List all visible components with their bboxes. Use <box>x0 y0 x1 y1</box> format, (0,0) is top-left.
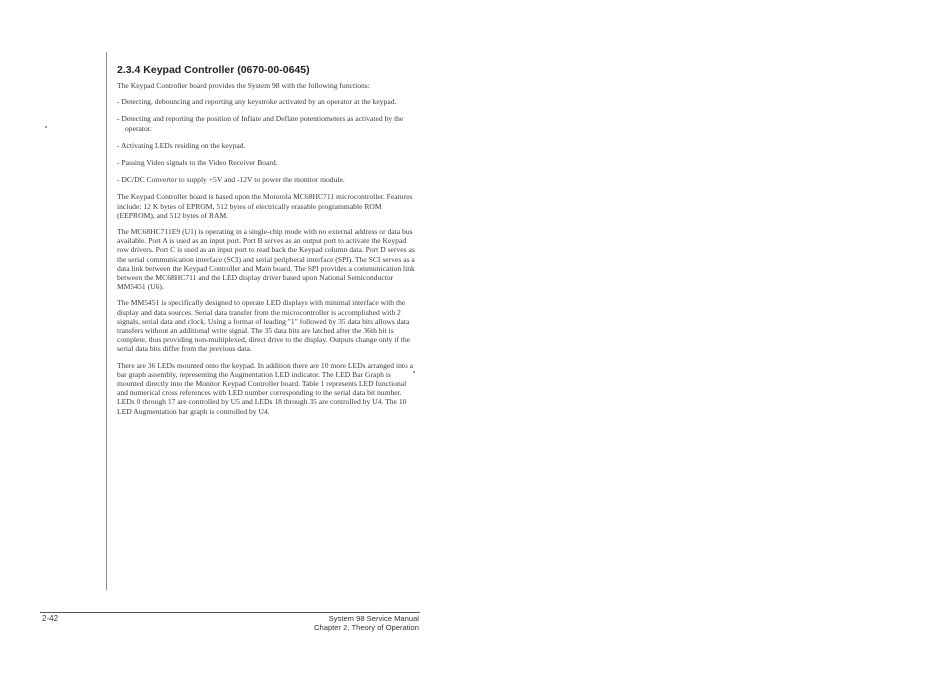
section-content <box>117 64 419 423</box>
chapter-title: Chapter 2, Theory of Operation <box>314 623 419 633</box>
footer-divider <box>40 612 420 613</box>
scan-speck <box>45 126 47 128</box>
page-number: 2-42 <box>42 614 59 623</box>
paragraph-mm5451: The MM5451 is specifically designed to operate LED displays with minimal interface with the display and data sources. Serial data transfer from the microcontroller is accomplished with 2 signals, serial data and clock. Using a format of leading "1" followed by 35 data bits allows data transfers without an additional write signal. The 35 data bits are latched after the 36th bit is complete, thus providing non-multiplexed, direct drive to the display. Outputs change only if the serial data bits differ from the previous data. <box>117 298 411 354</box>
function-list <box>117 97 419 184</box>
intro-paragraph: The Keypad Controller board provides the System 98 with the following functions: <box>117 81 370 90</box>
paragraph-microcontroller: The Keypad Controller board is based upon the Motorola MC68HC711 microcontroller. Features include: 12 K bytes of EPROM, 512 bytes of electrically erasable programmable ROM (EEPROM), and 512 bytes of RAM. <box>117 192 413 220</box>
function-item-leds: - Activating LEDs residing on the keypad. <box>117 140 246 150</box>
function-item-video: - Passing Video signals to the Video Receiver Board. <box>117 158 278 168</box>
binding-margin-line <box>106 52 107 590</box>
manual-title: System 98 Service Manual <box>328 614 419 623</box>
function-item-potentiometers: - Detecting and reporting the position of Inflate and Deflate potentiometers as activated by the operator. <box>117 114 404 133</box>
paragraph-ports: The MC68HC711E9 (U1) is operating in a single-chip mode with no external address or data bus available. Port A is used as an input port. Port B serves as an output port to activate the Keypad row drivers. Port C is used as an input port to read back the Keypad column data. Port D serves as the serial communication interface (SCI) and serial peripheral interface (SPI). The SCI serves as a data link between the Keypad Controller and Main board. The SPI provides a communication link between the MC68HC711 and the LED display driver based upon National Semiconductor MM5451 (U6). <box>117 227 415 292</box>
function-item-dcdc: - DC/DC Converter to supply +5V and -12V to power the monitor module. <box>117 175 345 185</box>
running-footer <box>314 614 419 633</box>
function-item-keystroke: - Detecting, debouncing and reporting any keystroke activated by an operator at the keypad. <box>117 97 397 107</box>
paragraph-leds: There are 36 LEDs mounted onto the keypad. In addition there are 10 more LEDs arranged into a bar graph assembly, representing the Augmentation LED indicator. The LED Bar Graph is mounted directly into the Monitor Keypad Controller board. Table 1 represents LED functional and numerical cross references with LED number corresponding to the serial data bit number. LEDs 0 through 17 are controlled by U5 and LEDs 18 through 35 are controlled by U4. The 10 LED Augmentation bar graph is controlled by U4. <box>117 360 414 416</box>
section-heading: 2.3.4 Keypad Controller (0670-00-0645) <box>117 64 310 76</box>
